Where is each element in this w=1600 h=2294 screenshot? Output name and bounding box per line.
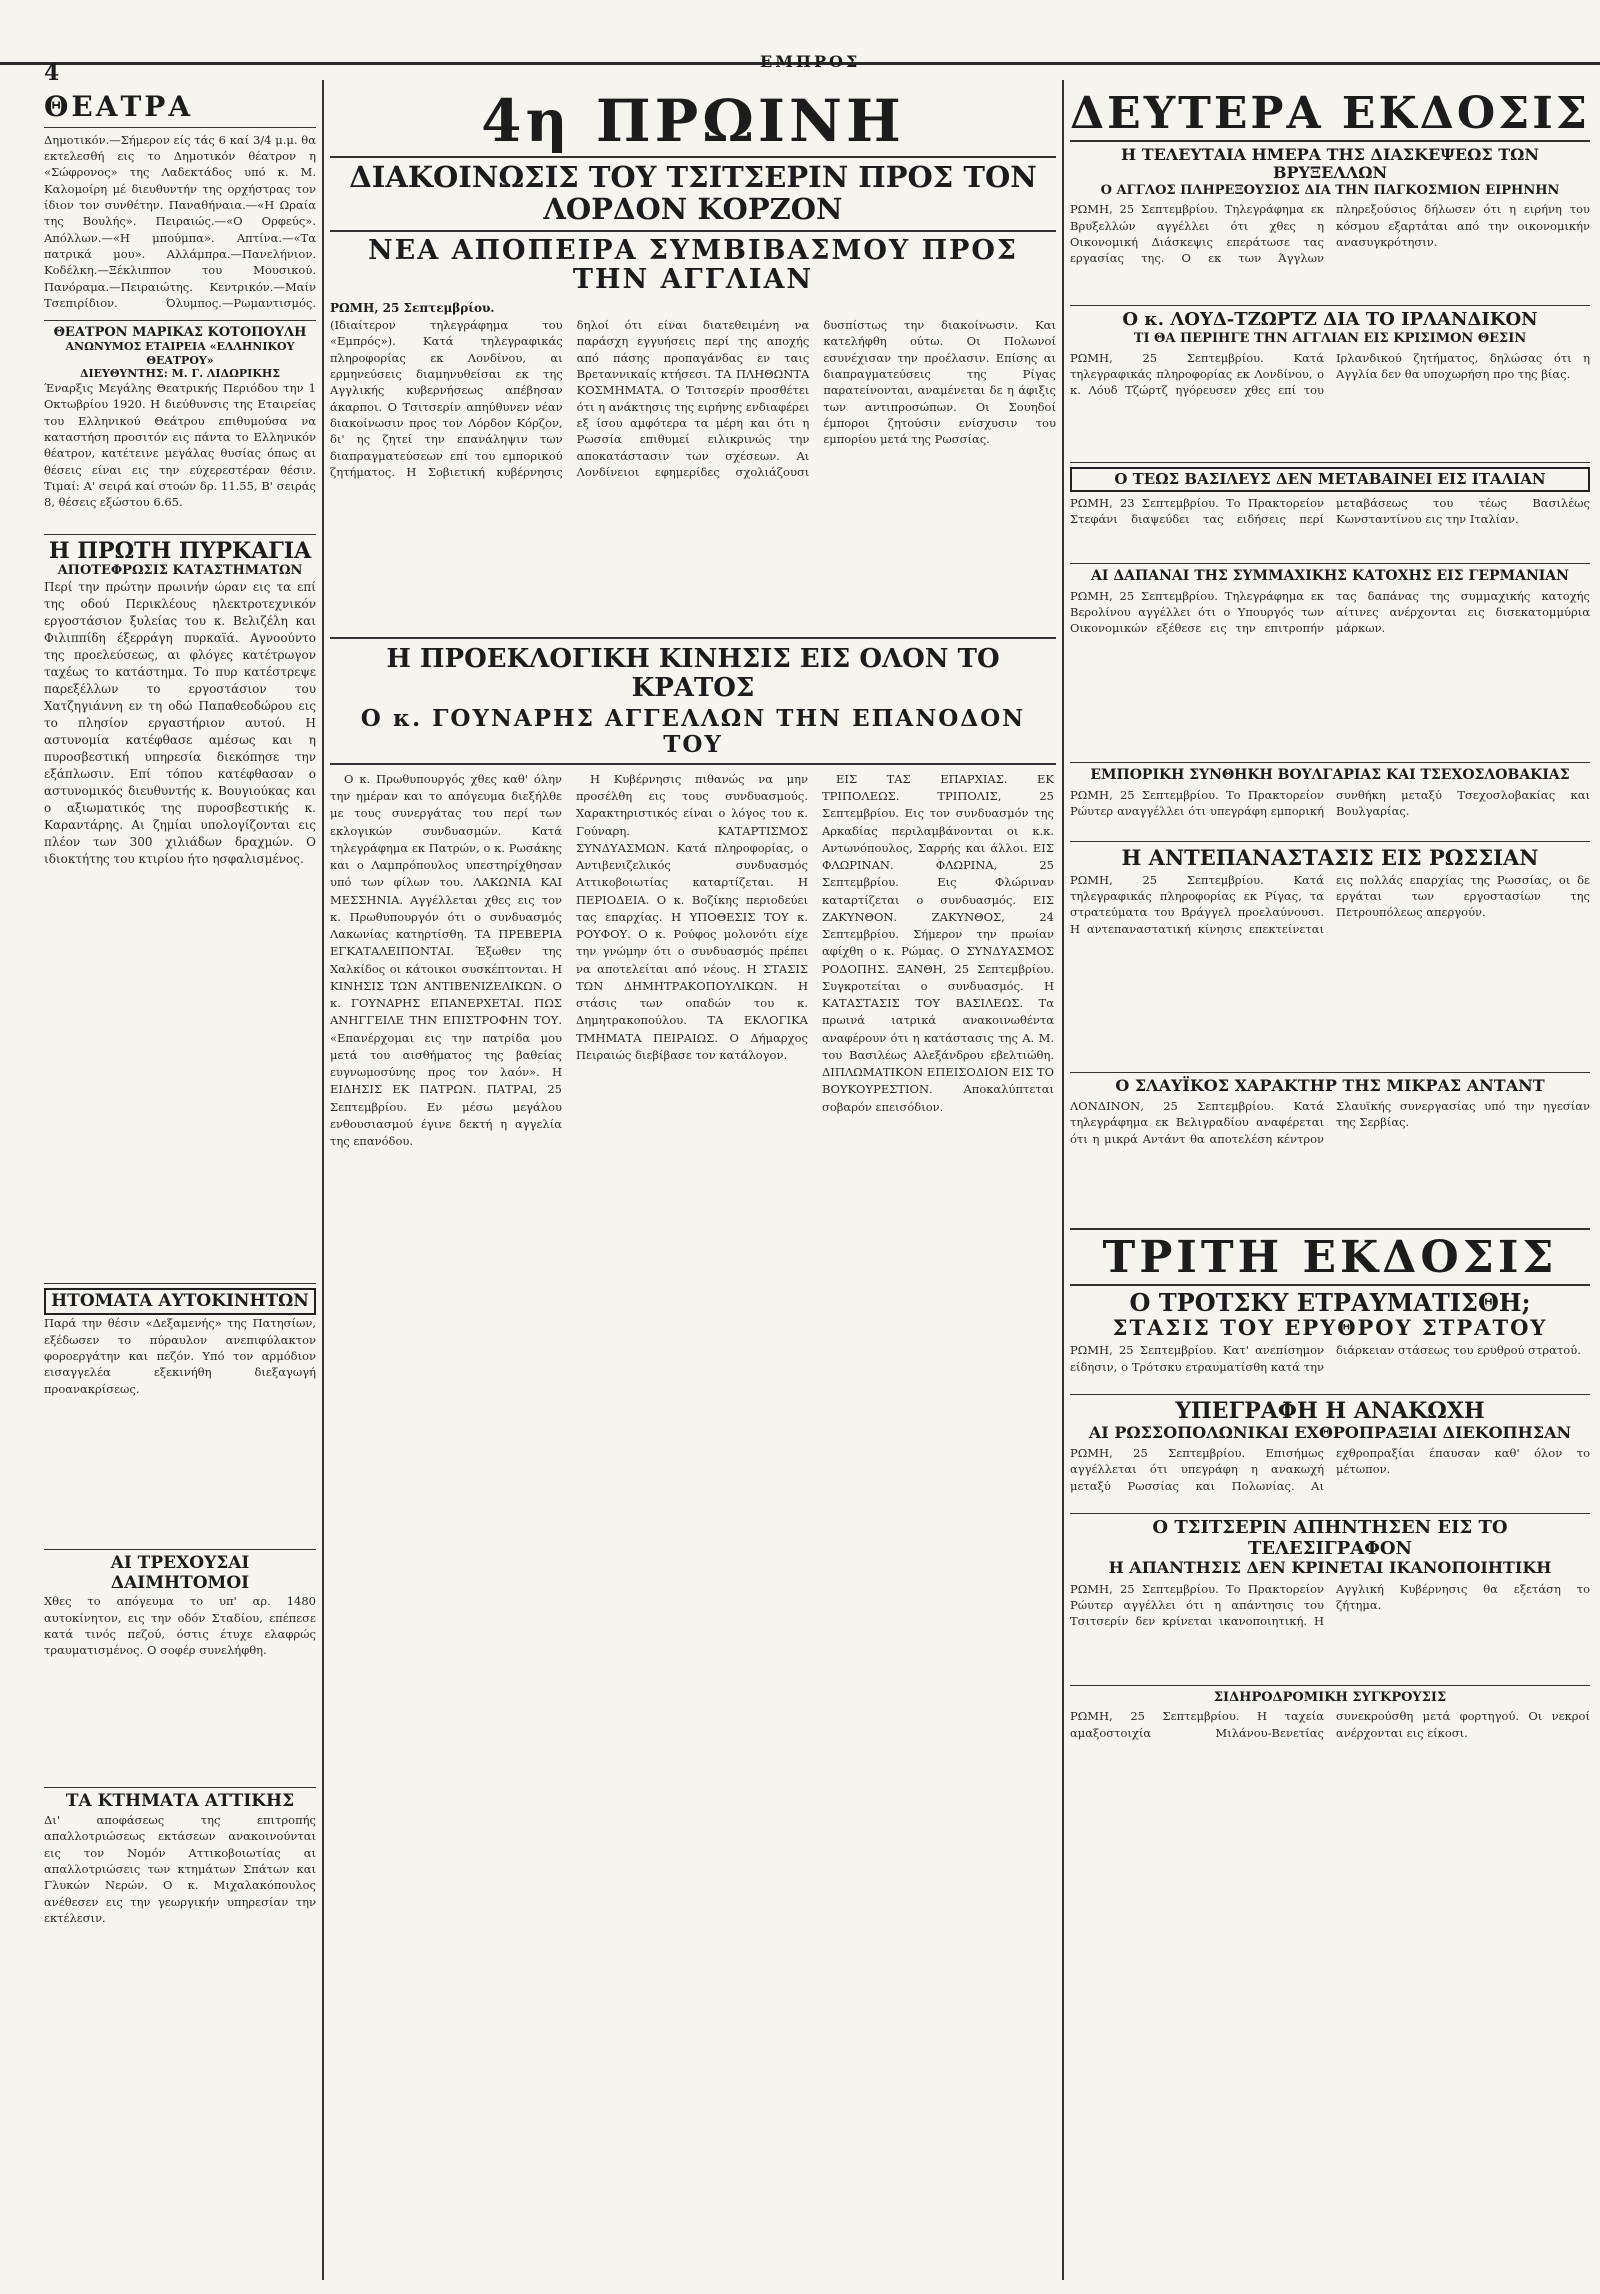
russia-text: ΡΩΜΗ, 25 Σεπτεμβρίου. Κατά τηλεγραφικάς πληροφορίας εκ Ρίγας, τα στρατεύματα του Βράγγελ προελαύνουσι. Η αντεπαναστατική κίνησις επεκτείνεται εις πολλάς επαρχίας της Ρωσσίας, οι δε εργάται των εργοστασίων της Πετρουπόλεως απεργούν.: [1070, 872, 1590, 936]
right-column: [1070, 92, 1590, 2272]
brussels-text: ΡΩΜΗ, 25 Σεπτεμβρίου. Τηλεγράφημα εκ Βρυξελλών αγγέλλει ότι χθες η Οικονομική Διάσκεψις επεράτωσε τας εργασίας της. Ο εκ των Άγγλων πληρεξούσιος δήλωσεν ότι η ειρήνη του κόσμου εξαρτάται από την οικονομικήν ανασυγκρότησιν.: [1070, 202, 1590, 266]
fire-subtitle: ΑΠΟΤΕΦΡΩΣΙΣ ΚΑΤΑΣΤΗΜΑΤΩΝ: [57, 563, 303, 579]
column-divider: [322, 80, 324, 2280]
brussels-subheadline: Ο ΑΓΓΛΟΣ ΠΛΗΡΕΞΟΥΣΙΟΣ ΔΙΑ ΤΗΝ ΠΑΓΚΟΣΜΙΟΝ ΕΙΡΗΝΗΝ: [1100, 182, 1560, 198]
train-headline: ΣΙΔΗΡΟΔΡΟΜΙΚΗ ΣΥΓΚΡΟΥΣΙΣ: [1213, 1689, 1447, 1705]
paper-name: ΕΜΠΡΟΣ: [760, 52, 861, 71]
lloyd-george-headline: Ο κ. ΛΟΥΔ-ΤΖΩΡΤΖ ΔΙΑ ΤΟ ΙΡΛΑΝΔΙΚΟΝ: [1122, 309, 1538, 331]
russia-headline: Η ΑΝΤΕΠΑΝΑΣΤΑΣΙΣ ΕΙΣ ΡΩΣΣΙΑΝ: [1121, 844, 1539, 870]
crafts-text: Παρά την θέσιν «Δεξαμενής» της Πατησίων, εξέδωσεν το πύραυλον ανεπιφύλακτον φοροεργάτην και πεζόν. Υπό τον αρμόδιον εισαγγελέα εξεκινήθη διεξαγωγή προανακρίσεως.: [44, 1316, 316, 1396]
edition-title: 4η ΠΡΩΙΝΗ: [481, 92, 905, 155]
left-column: [44, 92, 316, 2272]
troupe-title: ΘΕΑΤΡΟΝ ΜΑΡΙΚΑΣ ΚΟΤΟΠΟΥΛΗ: [53, 324, 307, 340]
crafts-title: ΗΤΟΜΑΤΑ ΑΥΤΟΚΙΝΗΤΩΝ: [44, 1288, 316, 1316]
trotsky-headline: Ο ΤΡΟΤΣΚΥ ΕΤΡΑΥΜΑΤΙΣΘΗ;: [1129, 1287, 1531, 1317]
armistice-subheadline: ΑΙ ΡΩΣΣΟΠΟΛΩΝΙΚΑΙ ΕΧΘΡΟΠΡΑΞΙΑΙ ΔΙΕΚΟΠΗΣΑΝ: [1088, 1422, 1572, 1442]
column-divider: [1062, 80, 1064, 2280]
troupe-director: ΔΙΕΥΘΥΝΤΗΣ: Μ. Γ. ΛΙΔΩΡΙΚΗΣ: [79, 366, 281, 380]
campaign-col-1: Ο κ. Πρωθυπουργός χθες καθ' όλην την ημέραν και το απόγευμα διεξήλθε με τους συνεργάτας του περί των εκλογικών συνδυασμών. Κατά τηλεγράφημα εκ Πατρών, ο κ. Ρωσάκης και ο Λαμπρόπουλος υπεστηρίχθησαν υπό των φίλων του. ΛΑΚΩΝΙΑ ΚΑΙ ΜΕΣΣΗΝΙΑ. Αγγέλλεται χθες εις τον κ. Πρωθυπουργόν ότι ο συνδυασμός Λακωνίας κατηρτίσθη. ΤΑ ΠΡΕΒΕΡΙΑ ΕΓΚΑΤΑΛΕΙΠΟΝΤΑΙ. Έξωθεν της Χαλκίδος οι κάτοικοι συσκέπτονται. Η ΚΙΝΗΣΙΣ ΤΩΝ ΑΝΤΙΒΕΝΙΖΕΛΙΚΩΝ. Ο κ. ΓΟΥΝΑΡΗΣ ΕΠΑΝΕΡΧΕΤΑΙ. ΠΩΣ ΑΝΗΓΓΕΙΛΕ ΤΗΝ ΕΠΙΣΤΡΟΦΗΝ ΤΟΥ. «Επανέρχομαι εις την πατρίδα μου μετά του αισθήματος της βαθείας ευγνωμοσύνης προς τον λαόν». Η ΕΙΔΗΣΙΣ ΕΚ ΠΑΤΡΩΝ. ΠΑΤΡΑΙ, 25 Σεπτεμβρίου. Εν μέσω μεγάλου ενθουσιασμού έγινε δεκτή η αγγελία της επανόδου.: [330, 771, 562, 1149]
ultimatum-text: ΡΩΜΗ, 25 Σεπτεμβρίου. Το Πρακτορείον Ρώυτερ αγγέλλει ότι η απάντησις του Τσιτσερίν δεν κρίνεται ικανοποιητική. Η Αγγλική Κυβέρνησις θα εξετάση το ζήτημα.: [1070, 1581, 1590, 1629]
page-number: 4: [44, 60, 60, 86]
lloyd-george-subheadline: ΤΙ ΘΑ ΠΕΡΙΗΓΕ ΤΗΝ ΑΓΓΛΙΑΝ ΕΙΣ ΚΡΙΣΙΜΟΝ ΘΕΣΙΝ: [1133, 331, 1527, 347]
estates-title: ΤΑ ΚΤΗΜΑΤΑ ΑΤΤΙΚΗΣ: [65, 1791, 295, 1812]
theatres-title: ΘΕΑΤΡΑ: [44, 92, 194, 123]
trotsky-subheadline: ΣΤΑΣΙΣ ΤΟΥ ΕΡΥΘΡΟΥ ΣΤΡΑΤΟΥ: [1112, 1315, 1548, 1341]
theatres-text: Δημοτικόν.—Σήμερον είς τάς 6 καί 3/4 μ.μ. θα εκτελεσθή εις το Δημοτικόν θέατρον η «Σώφρονος» της Λαδεκτάδος υπό κ. Μ. Καλομοίρη μέ διευθυντήν της ορχήστρας τον ίδιον τον συνθέτην. Παναθήναια.—«Η Ωραία της Βουλής». Πειραιώς.—«Ο Ορφεύς». Απόλλων.—«Η μπούμπα». Απτίνα.—«Τα πατρικά μου». Αλλάμπρα.—Πανελήνιον. Κοδέλκη.—Ξέκλιππον του Μουσικού. Πανόραμα.—Πειραιώτης. Κεντρικόν.—Μαίν Τσεπιρίδιον. Όλυμπος.—Ρωμαντισμός.: [44, 132, 316, 311]
second-edition-title: ΔΕΥΤΕΡΑ ΕΚΔΟΣΙΣ: [1070, 92, 1590, 139]
estates-text: Δι' αποφάσεως της επιτροπής απαλλοτριώσεως εκτάσεων ανακοινούνται εις τον Νομόν Αττικοβοιωτίας αι απαλλοτριώσεις των κτημάτων Σπάτων και Γλυκών Νερών. Ο κ. Μιχαλακόπουλος ανέθεσεν εις την γεωργικήν υπηρεσίαν την εκτέλεσιν.: [44, 1812, 316, 1925]
occupation-text: ΡΩΜΗ, 25 Σεπτεμβρίου. Τηλεγράφημα εκ Βερολίνου αγγέλλει ότι ο Υπουργός των Οικονομικών εξέθεσε εις την επιτροπήν τας δαπάνας της συμμαχικής κατοχής αίτινες ανέρχονται εις δισεκατομμύρια μάρκων.: [1070, 588, 1590, 636]
main-subheadline: ΝΕΑ ΑΠΟΠΕΙΡΑ ΣΥΜΒΙΒΑΣΜΟΥ ΠΡΟΣ ΤΗΝ ΑΓΓΛΙΑΝ: [368, 234, 1018, 296]
fire-title: Η ΠΡΩΤΗ ΠΥΡΚΑΓΙΑ: [48, 537, 312, 564]
entente-headline: Ο ΣΛΑΥΪΚΟΣ ΧΑΡΑΚΤΗΡ ΤΗΣ ΜΙΚΡΑΣ ΑΝΤΑΝΤ: [1115, 1075, 1545, 1095]
lloyd-george-text: ΡΩΜΗ, 25 Σεπτεμβρίου. Κατά τηλεγραφικάς πληροφορίας εκ Λονδίνου, ο κ. Λόυδ Τζώρτζ ηγόρευσεν χθες επί του Ιρλανδικού ζητήματος, δηλώσας ότι η Αγγλία δεν θα υποχωρήση προ της βίας.: [1070, 350, 1590, 398]
trade-headline: ΕΜΠΟΡΙΚΗ ΣΥΝΘΗΚΗ ΒΟΥΛΓΑΡΙΑΣ ΚΑΙ ΤΣΕΧΟΣΛΟΒΑΚΙΑΣ: [1090, 766, 1570, 783]
campaign-col-3: ΕΙΣ ΤΑΣ ΕΠΑΡΧΙΑΣ. ΕΚ ΤΡΙΠΟΛΕΩΣ. ΤΡΙΠΟΛΙΣ, 25 Σεπτεμβρίου. Εις τον συνδυασμόν της Αρκαδίας περιλαμβάνονται οι κ.κ. Αντωνόπουλος, Σαρρής και άλλοι. ΕΙΣ ΦΛΩΡΙΝΑΝ. ΦΛΩΡΙΝΑ, 25 Σεπτεμβρίου. Εις Φλώριναν καταρτίζεται ο συνδυασμός. ΕΙΣ ΖΑΚΥΝΘΟΝ. ΖΑΚΥΝΘΟΣ, 24 Σεπτεμβρίου. Σήμερον την πρωίαν αφίχθη ο κ. Ρώμας. Ο ΣΥΝΔΥΑΣΜΟΣ ΡΟΔΟΠΗΣ. ΞΑΝΘΗ, 25 Σεπτεμβρίου. Συγκροτείται ο συνδυασμός. Η ΚΑΤΑΣΤΑΣΙΣ ΤΟΥ ΒΑΣΙΛΕΩΣ. Τα πρωινά ιατρικά ανακοινωθέντα αναφέρουν ότι η κατάστασις της Α. Μ. του Βασιλέως Αλεξάνδρου εβελτιώθη. ΔΙΠΛΩΜΑΤΙΚΟΝ ΕΠΕΙΣΟΔΙΟΝ ΕΙΣ ΤΟ ΒΟΥΚΟΥΡΕΣΤΙΟΝ. Αποκαλύπτεται σοβαρόν επεισόδιον.: [822, 771, 1054, 1114]
trotsky-text: ΡΩΜΗ, 25 Σεπτεμβρίου. Κατ' ανεπίσημον είδησιν, ο Τρότσκυ ετραυματίσθη κατά την διάρκειαν στάσεως του ερυθρού στρατού.: [1070, 1343, 1581, 1374]
story-dateline: ΡΩΜΗ, 25 Σεπτεμβρίου.: [330, 301, 495, 316]
entente-text: ΛΟΝΔΙΝΟΝ, 25 Σεπτεμβρίου. Κατά τηλεγράφημα εκ Βελιγραδίου αναφέρεται ότι η μικρά Αντάντ θα αποτελέση κέντρον Σλαυϊκής συνεργασίας υπό την ηγεσίαν της Σερβίας.: [1070, 1098, 1590, 1146]
king-text: ΡΩΜΗ, 23 Σεπτεμβρίου. Το Πρακτορείον Στεφάνι διαψεύδει τας ειδήσεις περί μεταβάσεως του τέως Βασιλέως Κωνσταντίνου εις την Ιταλίαν.: [1070, 495, 1590, 527]
armistice-headline: ΥΠΕΓΡΑΦΗ Η ΑΝΑΚΩΧΗ: [1175, 1398, 1485, 1425]
king-headline: Ο ΤΕΩΣ ΒΑΣΙΛΕΥΣ ΔΕΝ ΜΕΤΑΒΑΙΝΕΙ ΕΙΣ ΙΤΑΛΙΑΝ: [1070, 467, 1590, 492]
center-column: [330, 92, 1056, 2272]
campaign-col-2: Η Κυβέρνησις πιθανώς να μην προσέλθη εις τους συνδυασμούς. Χαρακτηριστικός είναι ο λόγος του κ. Γούναρη. ΚΑΤΑΡΤΙΣΜΟΣ ΣΥΝΔΥΑΣΜΩΝ. Κατά πληροφορίας, ο Αντιβενιζελικός συνδυασμός Αττικοβοιωτίας καταρτίζεται. Η ΠΕΡΙΟΔΕΙΑ. Ο κ. Βοζίκης περιοδεύει τας επαρχίας. Η ΥΠΟΘΕΣΙΣ ΤΟΥ κ. ΡΟΥΦΟΥ. Ο κ. Ρούφος μολονότι είχε την γνώμην ότι ο συνδυασμός πρέπει να αποτελείται από νέους. Η ΣΤΑΣΙΣ ΤΩΝ ΔΗΜΗΤΡΑΚΟΠΟΥΛΙΚΩΝ. Η στάσις των οπαδών του κ. Δημητρακοπούλου. ΤΑ ΕΚΛΟΓΙΚΑ ΤΜΗΜΑΤΑ ΠΕΙΡΑΙΩΣ. Ο Δήμαρχος Πειραιώς διεβίβασε τον κατάλογον.: [576, 771, 808, 1062]
troupe-subtitle: ΑΝΩΝΥΜΟΣ ΕΤΑΙΡΕΙΑ «ΕΛΛΗΝΙΚΟΥ ΘΕΑΤΡΟΥ»: [65, 340, 295, 367]
ultimatum-subheadline: Η ΑΠΑΝΤΗΣΙΣ ΔΕΝ ΚΡΙΝΕΤΑΙ ΙΚΑΝΟΠΟΙΗΤΙΚΗ: [1108, 1558, 1552, 1578]
brussels-headline: Η ΤΕΛΕΥΤΑΙΑ ΗΜΕΡΑ ΤΗΣ ΔΙΑΣΚΕΨΕΩΣ ΤΩΝ ΒΡΥΞΕΛΛΩΝ: [1121, 145, 1539, 183]
train-text: ΡΩΜΗ, 25 Σεπτεμβρίου. Η ταχεία αμαξοστοιχία Μιλάνου-Βενετίας συνεκρούσθη μετά φορτηγού. Οι νεκροί ανέρχονται εις είκοσι.: [1070, 1709, 1590, 1740]
troupe-text: Έναρξις Μεγάλης Θεατρικής Περιόδου την 1 Οκτωβρίου 1920. Η διεύθυνσις της Εταιρείας του Ελληνικού Θεάτρου επιθυμούσα να καταστήση προσιτόν εις πάντα το Ελληνικόν θέατρον, κατέτεινε μεγάλας θυσίας όπως αι θέσεις είναι εις την εύχερεστέραν θέσιν. Τιμαί: Α' σειρά καί στοών δρ. 11.55, Β' σειράς 8, θέσεις εξώστου 6.65.: [44, 380, 316, 510]
fire-text: Περί την πρώτην πρωινήν ώραν εις τα επί της οδού Περικλέους ηλεκτροτεχνικόν εργοστάσιον ξυλείας του κ. Βελιζέλη και Φιλιππίδη έξερράγη πυρκαϊά. Αγνοούντο της προελεύσεως, αι φλόγες κατέτρωγον ταχέως το κατάστημα. Το πυρ κατέστρεψε παρεξέλλων το εργοστάσιον του Χατζηγιάννη εν τη οδώ Παπαθεοδώρου εις το πλησίον εργαστήριον αυτού. Η αστυνομία κατέφθασε αμέσως και η πυροσβεστική υπηρεσία διεκόπησε την εξάπλωσιν. Επί τόπου κατέφθασαν ο αστυνομικός διευθυντής κ. Βουγιούκας και ο αξιωματικός της πυροσβεστικής κ. Καραντάρης. Αι ζημίαι υπολογίζονται εις πλέον των 300 χιλιάδων δραχμών. Ο ιδιοκτήτης του κτιρίου ήτο ησφαλισμένος.: [44, 579, 316, 867]
third-edition-title: ΤΡΙΤΗ ΕΚΔΟΣΙΣ: [1102, 1231, 1558, 1283]
story-text: (Ιδιαίτερον τηλεγράφημα του «Εμπρός»). Κατά τηλεγραφικάς πληροφορίας εκ Λονδίνου, αι ερμηνεύσεις διαμηνυθείσαι εκ της Αγγλικής κυβερνήσεως απέβησαν άκαρποι. Ο Τσιτσερίν απηύθυνεν νέαν διακοίνωσιν προς τον Λόρδον Κόρζον, δι' ης ζητεί την επανάληψιν των διαπραγματεύσεων επί του εμπορικού ζητήματος. Η Σοβιετική κυβέρνησις δηλοί ότι είναι διατεθειμένη να παράσχη εγγυήσεις περί της αποχής από πάσης προπαγάνδας εν ταις Βρεταννικαίς κτήσεσι. ΤΑ ΠΛΗΘΩΝΤΑ ΚΟΣΜΗΜΑΤΑ. Ο Τσιτσερίν προσθέτει ότι η ανάκτησις της ειρήνης ενδιαφέρει εξ ίσου αμφότερα τα μέρη και ότι η Ρωσσία επιθυμεί ειλικρινώς την αποκατάστασιν των σχέσεων. Αι Λονδίνειοι εφημερίδες σχολιάζουσι δυσπίστως την διακοίνωσιν. Και κατελήφθη ούτω. Οι Πολωνοί εσυνέχισαν την προέλασιν. Επίσης αι διαπραγματεύσεις της Ρίγας παρατείνονται, αναμένεται δε η άφιξις των αντιπροσώπων. Οι Σουηδοί έμποροι ζητούσιν ενίσχυσιν του εμπορίου μετά της Ρωσσίας.: [330, 318, 1056, 480]
campaign-headline: Η ΠΡΟΕΚΛΟΓΙΚΗ ΚΙΝΗΣΙΣ ΕΙΣ ΟΛΟΝ ΤΟ ΚΡΑΤΟΣ: [386, 644, 1000, 703]
campaign-subheadline: Ο κ. ΓΟΥΝΑΡΗΣ ΑΓΓΕΛΛΩΝ ΤΗΝ ΕΠΑΝΟΔΟΝ ΤΟΥ: [360, 705, 1026, 758]
occupation-headline: ΑΙ ΔΑΠΑΝΑΙ ΤΗΣ ΣΥΜΜΑΧΙΚΗΣ ΚΑΤΟΧΗΣ ΕΙΣ ΓΕΡΜΑΝΙΑΝ: [1091, 567, 1569, 584]
trams-title: ΑΙ ΤΡΕΧΟΥΣΑΙ ΔΑΙΜΗΤΟΜΟΙ: [110, 1553, 250, 1593]
trade-text: ΡΩΜΗ, 25 Σεπτεμβρίου. Το Πρακτορείον Ρώυτερ αναγγέλλει ότι υπεγράφη εμπορική συνθήκη μεταξύ Τσεχοσλοβακίας και Βουλγαρίας.: [1070, 787, 1590, 818]
ultimatum-headline: Ο ΤΣΙΤΣΕΡΙΝ ΑΠΗΝΤΗΣΕΝ ΕΙΣ ΤΟ ΤΕΛΕΣΙΓΡΑΦΟΝ: [1152, 1517, 1508, 1559]
main-headline: ΔΙΑΚΟΙΝΩΣΙΣ ΤΟΥ ΤΣΙΤΣΕΡΙΝ ΠΡΟΣ ΤΟΝ ΛΟΡΔΟΝ ΚΟΡΖΟΝ: [349, 160, 1037, 226]
armistice-text: ΡΩΜΗ, 25 Σεπτεμβρίου. Επισήμως αγγέλλεται ότι υπεγράφη η ανακωχή μεταξύ Ρωσσίας και Πολωνίας. Αι εχθροπραξίαι έπαυσαν καθ' όλον το μέτωπον.: [1070, 1446, 1590, 1493]
trams-text: Χθες το απόγευμα το υπ' αρ. 1480 αυτοκίνητον, εις την οδόν Σταδίου, επέπεσε κατά τινός πεζού, όστις έτυχε ελαφρώς τραυματισμένος. Ο σοφέρ συνελήφθη.: [44, 1594, 316, 1658]
